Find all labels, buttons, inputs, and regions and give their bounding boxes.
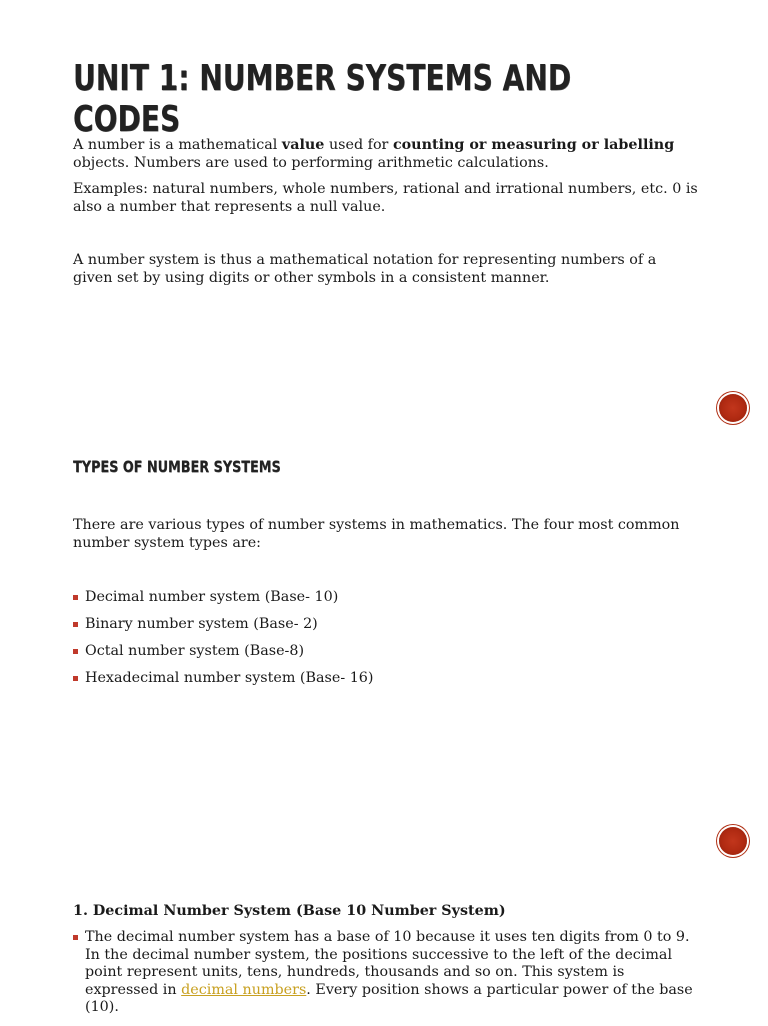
definition-text-2: used for — [324, 137, 393, 153]
decimal-text-2: . Every position shows a particular power of the base (10). — [85, 981, 693, 1015]
list-item: Binary number system (Base- 2) — [73, 616, 698, 634]
list-item: Octal number system (Base-8) — [73, 643, 698, 661]
list-item: Decimal number system (Base- 10) — [73, 589, 698, 607]
slide-marker-dot — [719, 394, 747, 422]
decimal-system-heading: 1. Decimal Number System (Base 10 Number System) — [73, 903, 506, 919]
definition-bold-value: value — [281, 137, 325, 153]
types-intro-paragraph: There are various types of number systems in mathematics. The four most common number system types are: — [73, 517, 680, 551]
definition-text-3: objects. Numbers are used to performing arithmetic calculations. — [73, 154, 549, 171]
decimal-system-bullets — [73, 929, 698, 1026]
examples-paragraph: Examples: natural numbers, whole numbers, rational and irrational numbers, etc. 0 is also a number that represents a null value. — [73, 181, 698, 215]
decimal-numbers-link[interactable]: decimal numbers — [181, 981, 307, 998]
number-system-paragraph: A number system is thus a mathematical notation for representing numbers of a given set by using digits or other symbols in a consistent manner. — [73, 252, 657, 286]
slide-marker-dot — [719, 827, 747, 855]
list-item — [73, 929, 698, 1017]
definition-paragraph — [73, 137, 698, 172]
slide-title: UNIT 1: NUMBER SYSTEMS AND CODES — [73, 58, 572, 140]
section-title: TYPES OF NUMBER SYSTEMS — [73, 457, 281, 476]
number-system-list — [73, 589, 698, 697]
definition-bold-usage: counting or measuring or labelling — [392, 137, 675, 153]
list-item: Hexadecimal number system (Base- 16) — [73, 670, 698, 688]
decimal-text-1: The decimal number system has a base of 10 because it uses ten digits from 0 to 9. In the decimal number system, the positions successive to the left of the decimal point represent units, tens, hundreds, thousands and so on. This system is expressed in — [85, 929, 690, 998]
definition-text-1: A number is a mathematical — [73, 137, 282, 153]
